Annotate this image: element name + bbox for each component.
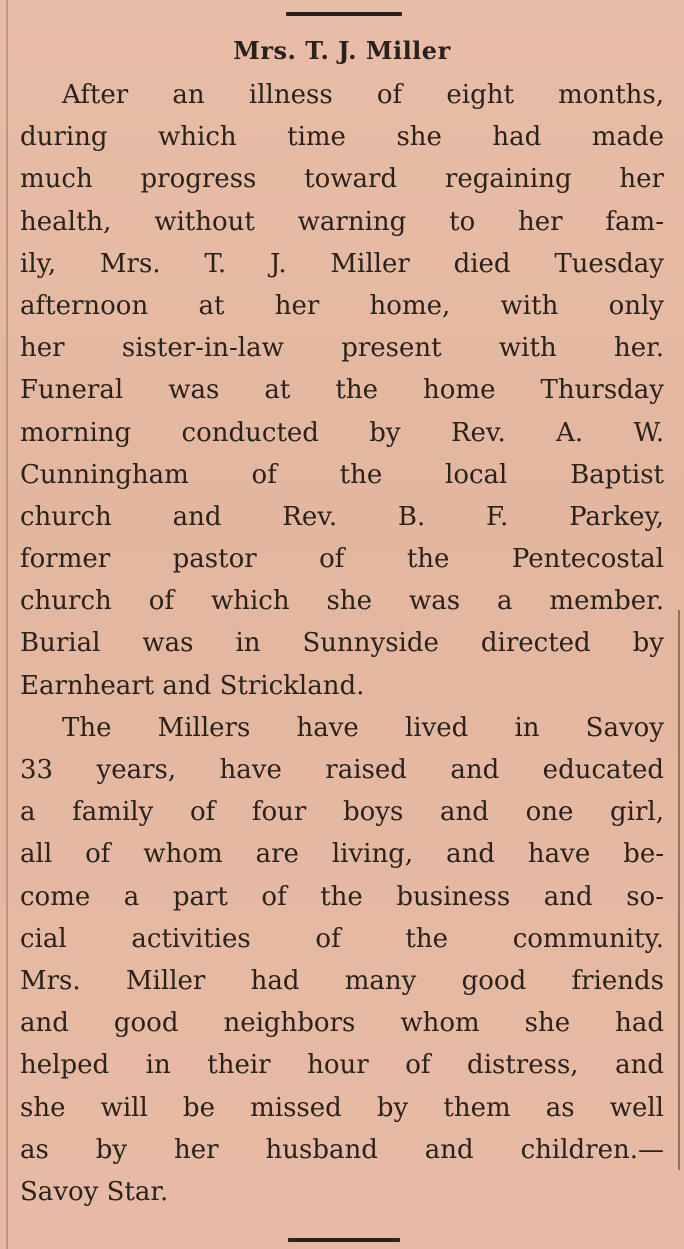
text-line: Mrs. Miller had many good friends xyxy=(20,965,664,996)
bottom-divider-rule xyxy=(288,1238,400,1242)
paragraph-1 xyxy=(20,74,664,707)
text-line: a family of four boys and one girl, xyxy=(20,797,664,828)
text-line: 33 years, have raised and educated xyxy=(20,755,664,785)
text-line: as by her husband and children.— xyxy=(20,1134,664,1165)
text-line: After an illness of eight months, xyxy=(62,80,664,110)
text-line: church and Rev. B. F. Parkey, xyxy=(20,501,664,532)
text-line: Savoy Star. xyxy=(20,1176,169,1207)
text-line: morning conducted by Rev. A. W. xyxy=(20,417,664,448)
text-line: afternoon at her home, with only xyxy=(20,290,664,321)
text-line: Cunningham of the local Baptist xyxy=(20,459,664,490)
clipping-left-edge xyxy=(6,0,8,1249)
text-line: Burial was in Sunnyside directed by xyxy=(20,628,664,659)
text-line: church of which she was a member. xyxy=(20,586,664,617)
text-line: all of whom are living, and have be- xyxy=(20,839,664,870)
paragraph-2 xyxy=(20,707,664,1213)
text-line: former pastor of the Pentecostal xyxy=(20,544,664,575)
text-line: cial activities of the community. xyxy=(20,923,664,954)
text-line: she will be missed by them as well xyxy=(20,1092,664,1123)
article-headline: Mrs. T. J. Miller xyxy=(233,36,451,65)
text-line: much progress toward regaining her xyxy=(20,164,664,195)
text-line: and good neighbors whom she had xyxy=(20,1008,664,1039)
text-line: Funeral was at the home Thursday xyxy=(20,375,664,406)
text-line: health, without warning to her fam- xyxy=(20,206,664,237)
text-line: come a part of the business and so- xyxy=(20,881,664,912)
text-line: The Millers have lived in Savoy xyxy=(62,712,664,743)
article-body xyxy=(20,74,664,1213)
text-line: during which time she had made xyxy=(20,122,664,153)
text-line: her sister-in-law present with her. xyxy=(20,333,664,364)
text-line: Earnheart and Strickland. xyxy=(20,670,365,701)
top-divider-rule xyxy=(286,12,402,16)
clipping-right-edge xyxy=(678,610,680,1170)
text-line: helped in their hour of distress, and xyxy=(20,1050,664,1081)
text-line: ily, Mrs. T. J. Miller died Tuesday xyxy=(20,248,664,279)
